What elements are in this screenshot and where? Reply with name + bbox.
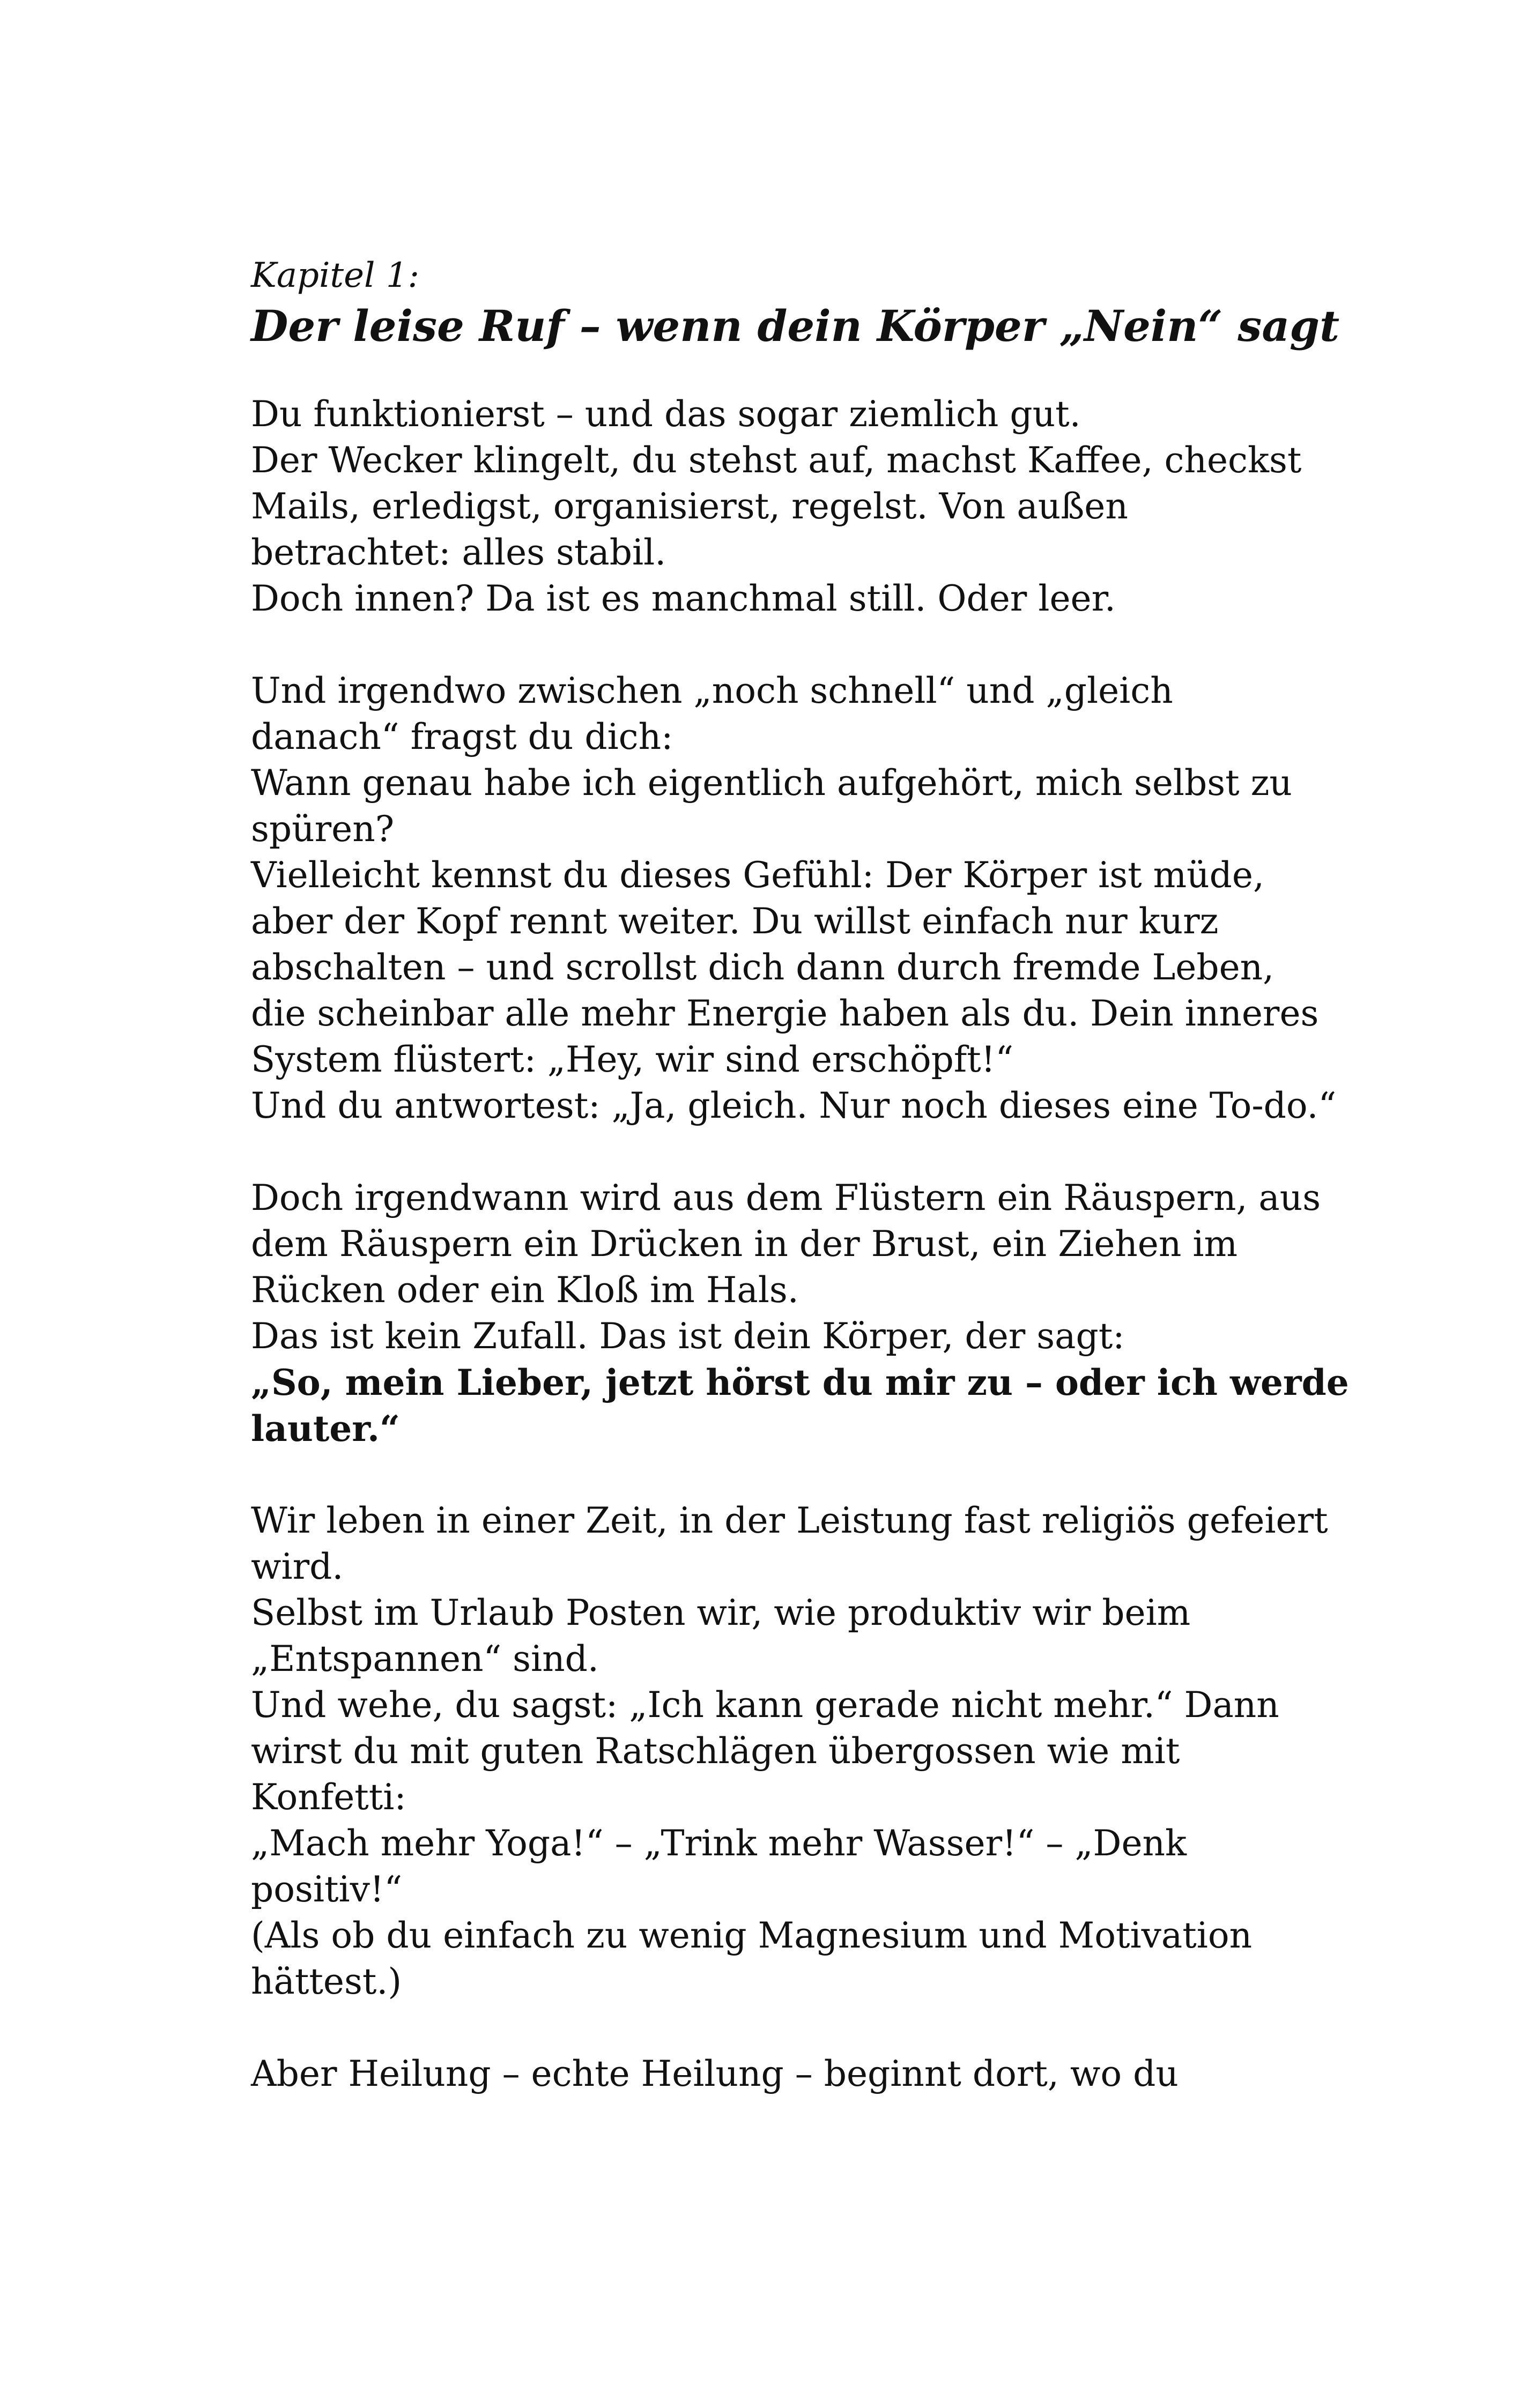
text-line: Rücken oder ein Kloß im Hals.: [251, 1269, 799, 1311]
text-line: Und wehe, du sagst: „Ich kann gerade nicht mehr.“ Dann: [251, 1684, 1279, 1726]
text-line: Doch innen? Da ist es manchmal still. Oder leer.: [251, 578, 1116, 619]
text-line: wird.: [251, 1546, 344, 1587]
chapter-title: Der leise Ruf – wenn dein Körper „Nein“ sagt: [251, 301, 1340, 351]
text-line: betrachtet: alles stabil.: [251, 532, 666, 573]
paragraph: [251, 2051, 1313, 2097]
text-line: (Als ob du einfach zu wenig Magnesium und Motivation: [251, 1915, 1253, 1956]
body-text: [251, 391, 1349, 2097]
text-line: „Entspannen“ sind.: [251, 1638, 599, 1679]
paragraph: [251, 391, 1313, 622]
text-line: System flüstert: „Hey, wir sind erschöpft!“: [251, 1039, 1014, 1080]
text-line: „Mach mehr Yoga!“ – „Trink mehr Wasser!“ – „Denk: [251, 1823, 1187, 1864]
text-line: Der Wecker klingelt, du stehst auf, machst Kaffee, checkst: [251, 440, 1302, 481]
paragraph: [251, 668, 1337, 1129]
text-line: wirst du mit guten Ratschlägen übergossen wie mit: [251, 1730, 1180, 1772]
text-line: Und du antwortest: „Ja, gleich. Nur noch dieses eine To-do.“: [251, 1085, 1337, 1126]
text-line: danach“ fragst du dich:: [251, 716, 673, 757]
emphasis-line: „So, mein Lieber, jetzt hörst du mir zu – oder ich werde: [251, 1362, 1349, 1403]
paragraph: [251, 1175, 1349, 1452]
text-line: Konfetti:: [251, 1777, 406, 1818]
text-line: Selbst im Urlaub Posten wir, wie produktiv wir beim: [251, 1592, 1191, 1633]
text-line: positiv!“: [251, 1869, 403, 1910]
text-line: Doch irgendwann wird aus dem Flüstern ein Räuspern, aus: [251, 1177, 1321, 1218]
chapter-label: Kapitel 1:: [251, 256, 420, 295]
text-line: spüren?: [251, 808, 395, 850]
book-page: [251, 252, 1349, 2143]
text-line: dem Räuspern ein Drücken in der Brust, ein Ziehen im: [251, 1223, 1238, 1265]
text-line: die scheinbar alle mehr Energie haben als du. Dein inneres: [251, 993, 1319, 1034]
text-line: Aber Heilung – echte Heilung – beginnt dort, wo du: [251, 2053, 1179, 2094]
text-line: Vielleicht kennst du dieses Gefühl: Der Körper ist müde,: [251, 854, 1264, 896]
text-line: Wir leben in einer Zeit, in der Leistung fast religiös gefeiert: [251, 1500, 1328, 1541]
text-line: Und irgendwo zwischen „noch schnell“ und „gleich: [251, 670, 1173, 711]
emphasis-line: lauter.“: [251, 1408, 400, 1450]
text-line: aber der Kopf rennt weiter. Du willst einfach nur kurz: [251, 901, 1219, 942]
text-line: Du funktionierst – und das sogar ziemlich gut.: [251, 393, 1081, 435]
text-line: Wann genau habe ich eigentlich aufgehört, mich selbst zu: [251, 762, 1292, 804]
text-line: abschalten – und scrollst dich dann durch fremde Leben,: [251, 947, 1275, 988]
text-line: Mails, erledigst, organisierst, regelst. Von außen: [251, 486, 1128, 527]
paragraph: [251, 1498, 1328, 2005]
text-line: Das ist kein Zufall. Das ist dein Körper, der sagt:: [251, 1316, 1125, 1357]
text-line: hättest.): [251, 1961, 402, 2002]
